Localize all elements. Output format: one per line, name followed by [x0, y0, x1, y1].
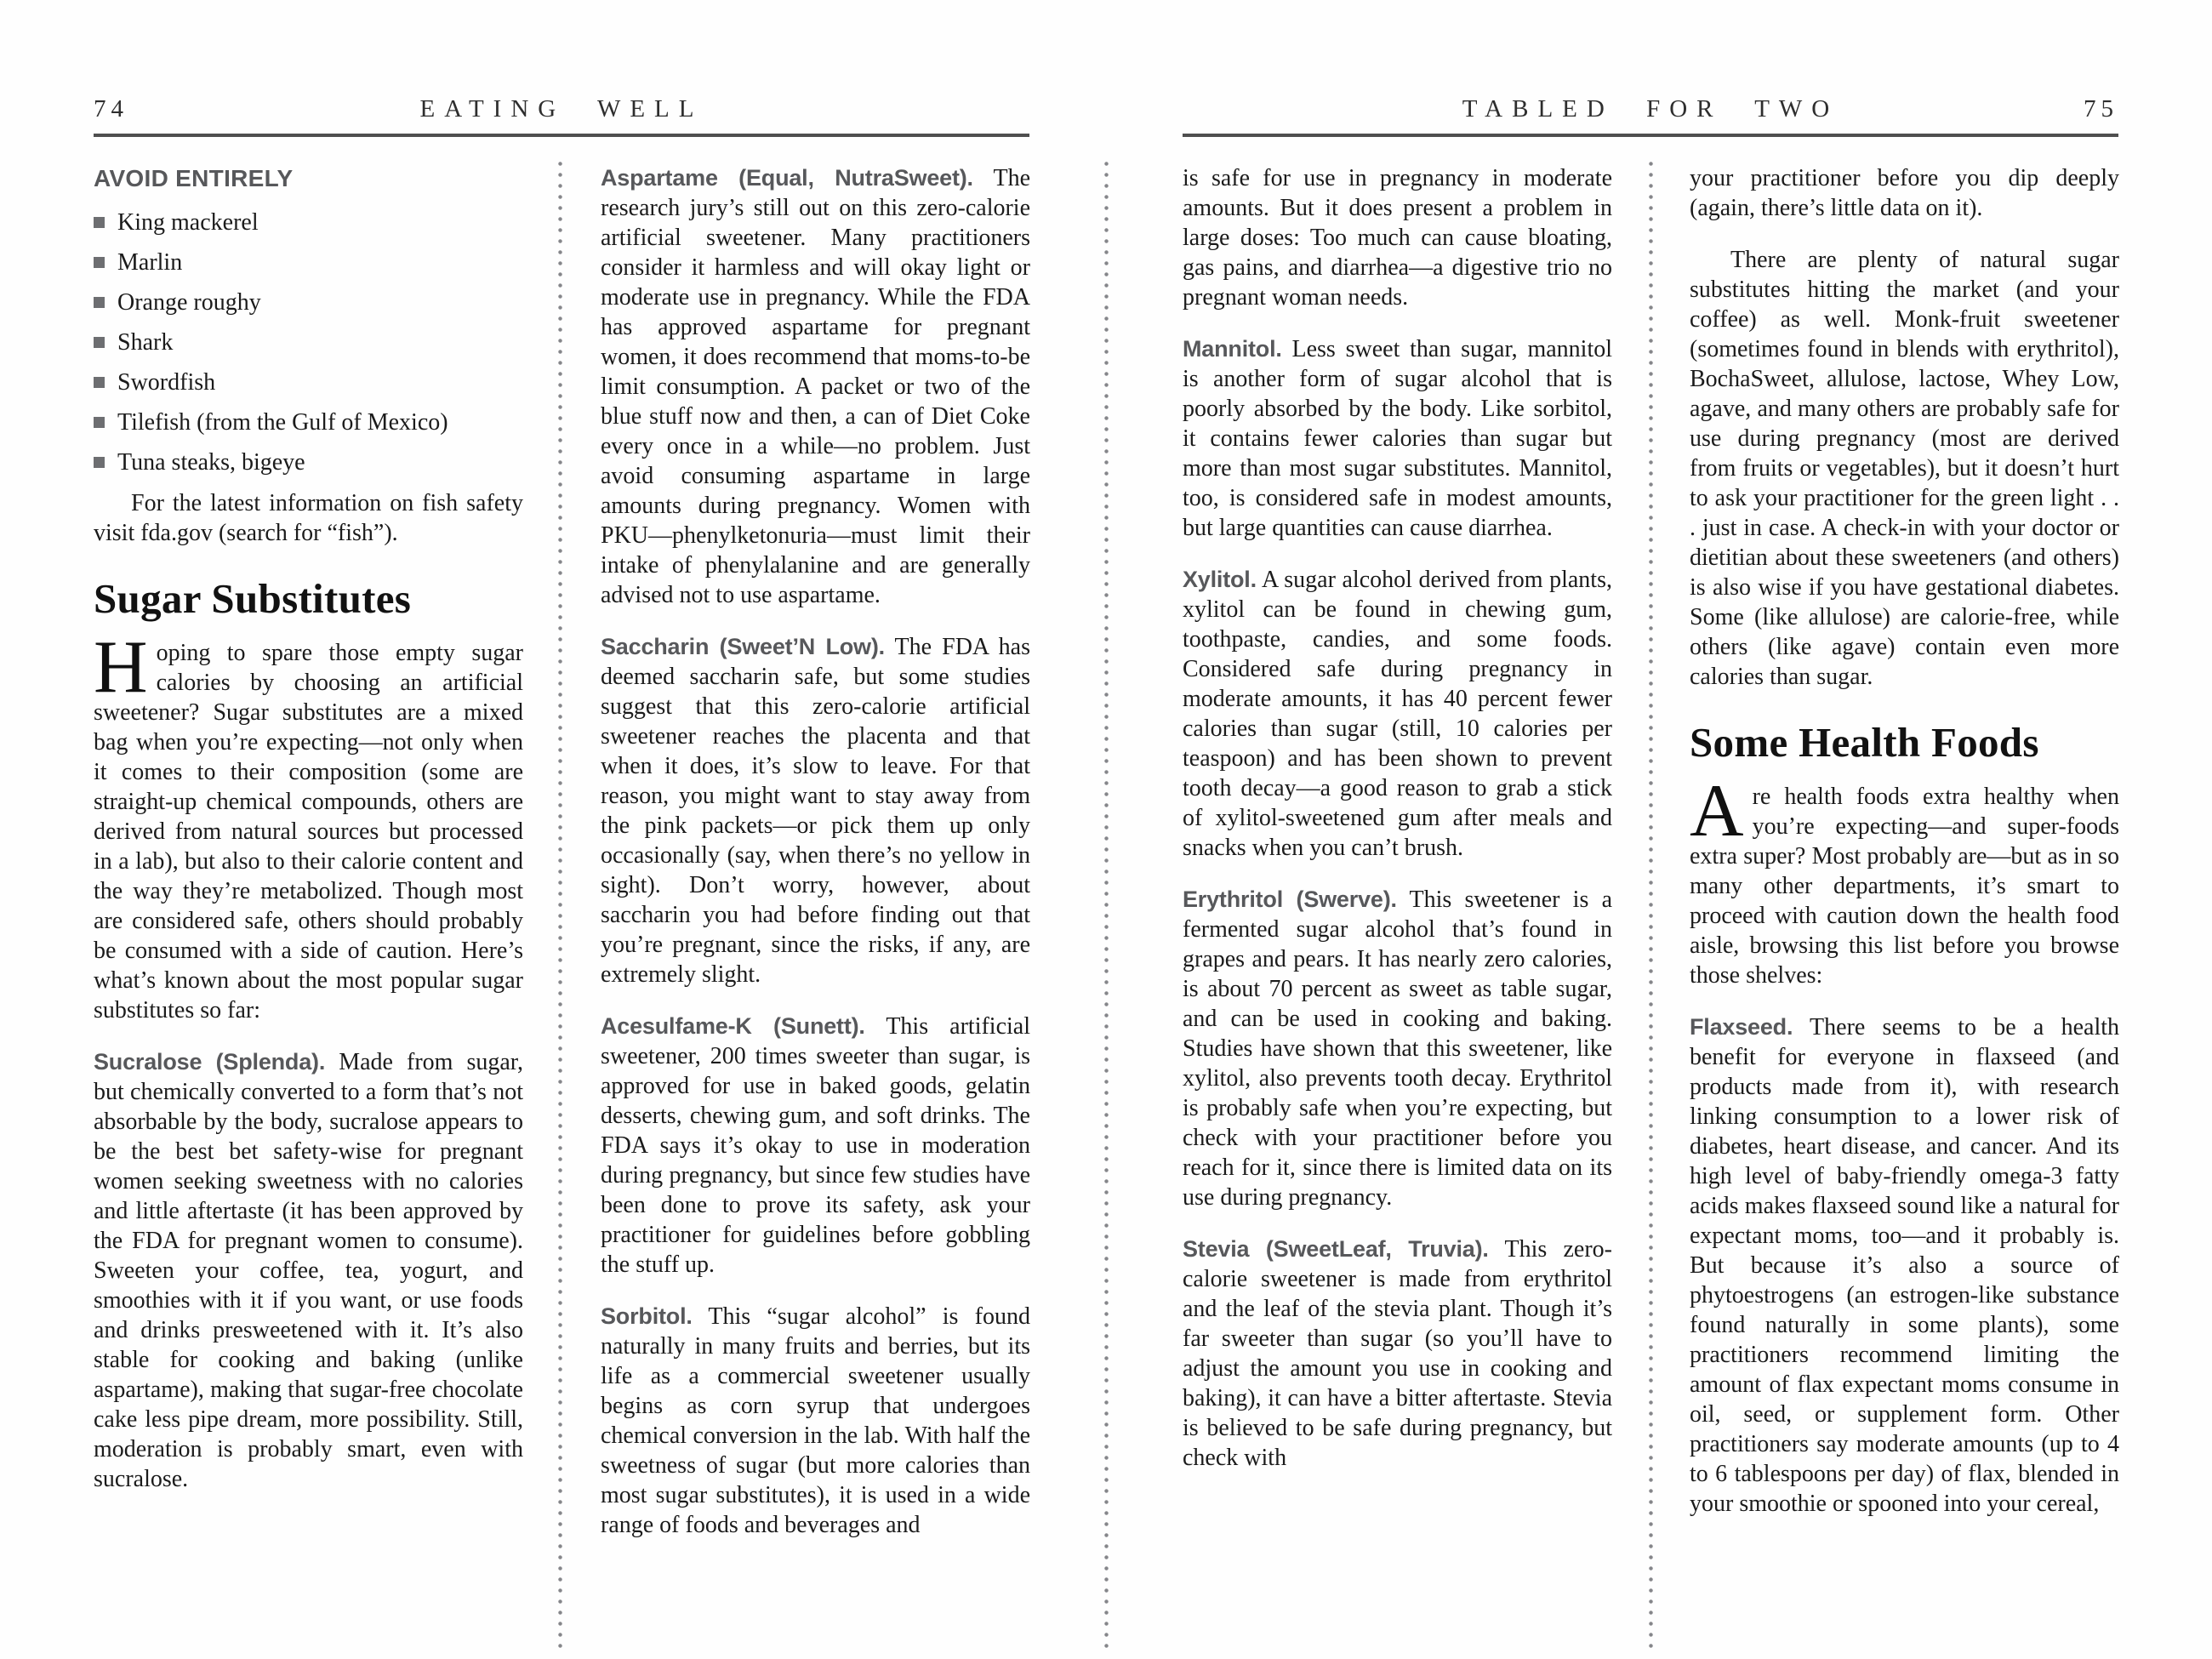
list-item-text: Shark	[117, 329, 174, 356]
page-gutter-divider-dotted	[1104, 158, 1109, 1654]
entry-paragraph	[1690, 1012, 2119, 1519]
continuation-paragraph: is safe for use in pregnancy in moderate amounts. But it does present a problem in large doses: Too much can cause bloating, gas pains, and diarrhea—a digestive trio no pregnant woman needs.	[1183, 165, 1612, 311]
avoid-list	[94, 208, 523, 477]
entry-text: This sweetener is a fermented sugar alcohol that’s found in grapes and pears. It has nearly zero calories, is about 70 percent as sweet as table sugar, and can be used in cooking and baking. Studies have shown that this sweetener, like xylitol, also prevents tooth decay. Erythritol is probably safe when you’re expecting, but check with your practitioner before you reach for it, since there is limited data on its use during pregnancy.	[1183, 887, 1612, 1211]
entry-text: This artificial sweetener, 200 times sweeter than sugar, is approved for use in baked goods, gelatin desserts, chewing gum, and soft drinks. The FDA says it’s okay to use in moderation during pregnancy, but since few studies have been done to prove its safety, ask your practitioner for guidelines before gobbling the stuff up.	[601, 1013, 1031, 1278]
list-item-text: Tuna steaks, bigeye	[117, 449, 305, 476]
list-item-text: Swordfish	[117, 369, 216, 396]
entry-text: Made from sugar, but chemically converted to a form that’s not absorbable by the body, sucralose appears to be the best bet safety-wise for pregnant women seeking sweetness with no calories and little aftertaste (it has been approved by the FDA for pregnant women to consume). Sweeten your coffee, tea, yogurt, and smoothies with it if you want, or use foods and drinks presweetened with it. It’s also stable for cooking and baking (unlike aspartame), making that sugar-free chocolate cake less pipe dream, more possibility. Still, moderation is probably smart, even with sucralose.	[94, 1049, 523, 1492]
list-item	[94, 328, 523, 357]
entry-term: Erythritol (Swerve).	[1183, 887, 1397, 912]
entry-paragraph	[601, 1012, 1030, 1280]
section-heading-sugar-substitutes: Sugar Substitutes	[94, 575, 412, 622]
entry-paragraph	[1183, 565, 1612, 863]
natural-substitutes-paragraph: There are plenty of natural sugar substitutes hitting the market (and your coffee) as well. Monk-fruit sweetener (sometimes found in blends with erythritol), BochaSweet, allulose, lactose, Whey Low, agave, and many others are probably safe for use during pregnancy (most are derived from fruits or vegetables), but it doesn’t hurt to ask your practitioner for the green light . . . just in case. A check-in with your doctor or dietitian about these sweeteners (and others) is also wise if you have gestational diabetes. Some (like allulose) are calorie-free, while others (like agave) contain even more calories than sugar.	[1690, 247, 2119, 690]
list-item	[94, 208, 523, 237]
entry-text: A sugar alcohol derived from plants, xylitol can be found in chewing gum, toothpaste, candies, and some foods. Considered safe during pregnancy in moderate amounts, it has 40 percent fewer calories than sugar (still, 10 calories per teaspoon) and has been shown to prevent tooth decay—a good reason to grab a stick of xylitol-sweetened gum after meals and snacks when you can’t brush.	[1183, 567, 1612, 861]
square-bullet-icon	[94, 217, 105, 228]
list-item	[94, 288, 523, 317]
square-bullet-icon	[94, 337, 105, 348]
intro-paragraph	[1690, 770, 2119, 990]
header-rule-left	[94, 134, 1029, 137]
list-item	[94, 248, 523, 277]
section-heading-some-health-foods: Some Health Foods	[1690, 719, 2039, 766]
header-rule-right	[1183, 134, 2118, 137]
drop-cap: A	[1690, 770, 1744, 852]
entry-text: This “sugar alcohol” is found naturally in many fruits and berries, but its life as a commercial sweetener usually begins as corn syrup that undergoes chemical conversion in the lab. With half the sweetness of sugar (but more calories than most sugar substitutes), it is used in a wide range of foods and beverages and	[601, 1303, 1030, 1538]
intro-paragraph	[94, 626, 523, 1025]
entry-term: Saccharin (Sweet’N Low).	[601, 634, 885, 659]
avoid-entirely-heading: AVOID ENTIRELY	[94, 165, 294, 191]
square-bullet-icon	[94, 457, 105, 468]
entry-paragraph	[601, 1302, 1030, 1540]
list-item	[94, 448, 523, 477]
entry-paragraph	[1183, 334, 1612, 543]
column-divider-dotted	[558, 158, 562, 1654]
intro-text: oping to spare those empty sugar calories by choosing an artificial sweetener? Sugar substitutes are a mixed bag when you’re expecting—not only when it comes to their composition (some are straight-up chemical compounds, others are derived from natural sources but processed in a lab), but also to their calorie content and the way they’re metabolized. Though most are considered safe, others should probably be consumed with a side of caution. Here’s what’s known about the most popular sugar substitutes so far:	[94, 640, 523, 1023]
intro-text: re health foods extra healthy when you’re expecting—and super-foods extra super? Most probably are—but as in so many other departments, it’s smart to proceed with caution down the health food aisle, browsing this list before you browse those shelves:	[1690, 784, 2119, 989]
column-1	[94, 163, 523, 1516]
column-3	[1183, 163, 1612, 1495]
entry-text: This zero-calorie sweetener is made from erythritol and the leaf of the stevia plant. Though it’s far sweeter than sugar (so you’ll have to adjust the amount you use in cooking and baking), it can have a bitter aftertaste. Stevia is believed to be safe during pregnancy, but check with	[1183, 1236, 1612, 1471]
entry-text: Less sweet than sugar, mannitol is another form of sugar alcohol that is poorly absorbed by the body. Like sorbitol, it contains fewer calories than sugar but more than most sugar substitutes. Mannitol, too, is considered safe in modest amounts, but large quantities can cause diarrhea.	[1183, 336, 1613, 541]
running-head-right: TABLED FOR TWO	[1462, 95, 1839, 123]
fish-safety-note: For the latest information on fish safety visit fda.gov (search for “fish”).	[94, 490, 523, 546]
square-bullet-icon	[94, 257, 105, 268]
column-divider-dotted	[1649, 158, 1653, 1654]
entry-paragraph	[1183, 1234, 1612, 1473]
list-item	[94, 408, 523, 437]
entry-term: Sorbitol.	[601, 1303, 693, 1329]
square-bullet-icon	[94, 417, 105, 428]
continuation-paragraph: your practitioner before you dip deeply (again, there’s little data on it).	[1690, 165, 2119, 221]
entry-term: Flaxseed.	[1690, 1014, 1793, 1040]
entry-term: Aspartame (Equal, NutraSweet).	[601, 165, 973, 191]
entry-text: The FDA has deemed saccharin safe, but some studies suggest that this zero-calorie artificial sweetener reaches the placenta and that when it does, it’s slow to leave. For that reason, you might want to stay away from the pink packets—or pick them up only occasionally (say, when there’s no yellow in sight). Don’t worry, however, about saccharin you had before finding out that you’re pregnant, since the risks, if any, are extremely slight.	[601, 634, 1030, 988]
square-bullet-icon	[94, 377, 105, 388]
list-item-text: Orange roughy	[117, 289, 261, 316]
page-number-left: 74	[94, 95, 128, 123]
entry-term: Xylitol.	[1183, 567, 1257, 592]
list-item-text: Marlin	[117, 249, 183, 276]
column-4	[1690, 163, 2119, 1541]
list-item	[94, 368, 523, 397]
entry-paragraph	[1183, 885, 1612, 1212]
entry-text: The research jury’s still out on this zero-calorie artificial sweetener. Many practitioners consider it harmless and will okay light or moderate use in pregnancy. While the FDA has approved aspartame for pregnant women, it does recommend that moms-to-be limit consumption. A packet or two of the blue stuff now and then, a can of Diet Coke every once in a while—no problem. Just avoid consuming aspartame in large amounts during pregnancy. Women with PKU—phenylketonuria—must limit their intake of phenylalanine and are generally advised not to use aspartame.	[601, 165, 1030, 608]
entry-term: Acesulfame-K (Sunett).	[601, 1013, 865, 1039]
list-item-text: King mackerel	[117, 209, 259, 236]
entry-paragraph	[94, 1047, 523, 1494]
entry-text: There seems to be a health benefit for everyone in flaxseed (and products made from it), with research linking consumption to a lower risk of diabetes, heart disease, and cancer. And its high level of baby-friendly omega-3 fatty acids makes flaxseed sound like a natural for expectant moms, too—and it probably is. But because it’s also a source of phytoestrogens (an estrogen-like substance found naturally in some plants), some practitioners recommend limiting the amount of flax expectant moms consume in oil, seed, or supplement form. Other practitioners say moderate amounts (up to 4 to 6 tablespoons per day) of flax, blended in your smoothie or spooned into your cereal,	[1690, 1014, 2120, 1517]
square-bullet-icon	[94, 297, 105, 308]
entry-term: Stevia (SweetLeaf, Truvia).	[1183, 1236, 1489, 1262]
entry-term: Mannitol.	[1183, 336, 1282, 362]
running-head-left: EATING WELL	[419, 95, 704, 123]
entry-term: Sucralose (Splenda).	[94, 1049, 326, 1075]
entry-paragraph	[601, 632, 1030, 989]
list-item-text: Tilefish (from the Gulf of Mexico)	[117, 409, 448, 436]
entry-paragraph	[601, 163, 1030, 610]
page-number-right: 75	[2084, 95, 2118, 123]
drop-cap: H	[94, 626, 148, 709]
column-2	[601, 163, 1030, 1562]
